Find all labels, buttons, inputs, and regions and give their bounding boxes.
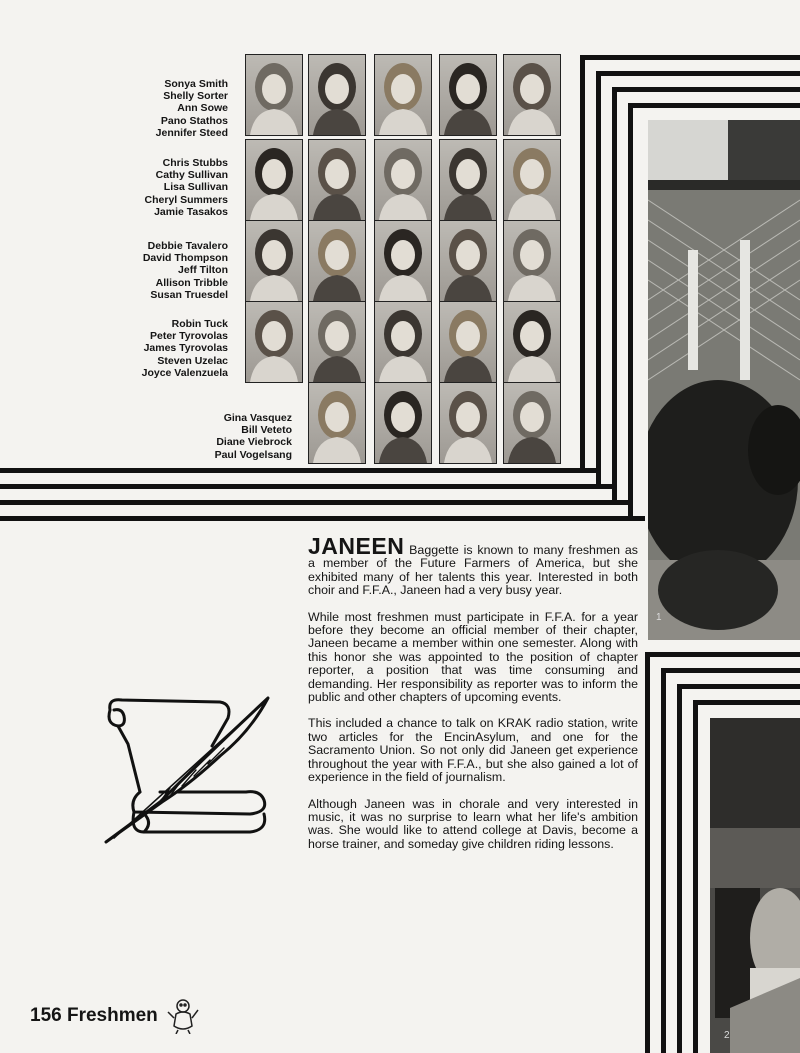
feature-story — [308, 533, 638, 864]
photo-credit-top: 1 — [656, 612, 662, 623]
classroom-photo — [710, 718, 800, 1053]
student-name: Jennifer Steed — [155, 126, 228, 139]
student-name: Sonya Smith — [164, 78, 228, 90]
name-list-row-5 — [215, 412, 292, 461]
student-portrait — [439, 220, 497, 302]
student-portrait — [245, 54, 303, 136]
student-portrait — [374, 54, 432, 136]
student-portrait — [439, 301, 497, 383]
student-name: Bill Veteto — [241, 424, 292, 437]
student-name: Joyce Valenzuela — [141, 366, 228, 379]
name-list-row-4 — [142, 318, 228, 379]
student-portrait — [308, 382, 366, 464]
student-portrait — [308, 220, 366, 302]
student-name: Debbie Tavalero — [147, 240, 228, 252]
student-name: Lisa Sullivan — [163, 181, 228, 194]
student-portrait — [308, 139, 366, 221]
student-portrait — [374, 220, 432, 302]
student-name: Cheryl Summers — [144, 193, 228, 206]
student-portrait — [374, 382, 432, 464]
student-name: Diane Viebrock — [216, 436, 292, 449]
name-list-row-3 — [143, 240, 228, 301]
student-name: Cathy Sullivan — [155, 169, 228, 182]
student-portrait — [374, 139, 432, 221]
student-name: Pano Stathos — [160, 114, 228, 127]
story-paragraph — [308, 533, 638, 598]
student-portrait — [245, 139, 303, 221]
mascot-icon — [166, 996, 200, 1034]
student-name: Allison Tribble — [155, 276, 228, 289]
student-name: Shelly Sorter — [163, 90, 228, 103]
student-name: David Thompson — [142, 252, 228, 265]
student-portrait — [245, 220, 303, 302]
story-paragraph: This included a chance to talk on KRAK radio station, write two articles for the EncinAsylum, and one for the Sacramento Union. So not only did Janeen get experience throughout the year with F.F.A., but she also gained a lot of experience in the field of journalism. — [308, 716, 638, 785]
student-name: Robin Tuck — [171, 318, 228, 330]
student-portrait — [503, 301, 561, 383]
story-paragraph: While most freshmen must participate in F.F.A. for a year before they become an official member of their chapter, Janeen became a member within one semester. Along with this honor she was appointed to the position of chapter reporter, a position that was time consuming and demanding. Her responsibility as reporter was to inform the public and other chapters of upcoming events. — [308, 609, 638, 705]
student-portrait — [439, 139, 497, 221]
student-portrait — [503, 54, 561, 136]
story-lead-name: JANEEN — [308, 533, 405, 559]
student-name: Steven Uzelac — [157, 354, 228, 367]
student-name: Paul Vogelsang — [214, 448, 292, 461]
student-name: Ann Sowe — [177, 102, 228, 115]
student-portrait — [503, 139, 561, 221]
student-portrait — [503, 382, 561, 464]
student-name: Chris Stubbs — [162, 157, 228, 169]
student-portrait — [374, 301, 432, 383]
student-name: Peter Tyrovolas — [149, 330, 228, 343]
student-portrait — [308, 54, 366, 136]
scroll-quill-illustration — [100, 692, 275, 852]
student-name: Jeff Tilton — [178, 264, 228, 277]
student-name: Gina Vasquez — [223, 412, 292, 424]
student-name: Jamie Tasakos — [154, 205, 228, 218]
student-portrait — [308, 301, 366, 383]
student-name: James Tyrovolas — [143, 342, 228, 355]
student-portrait — [245, 301, 303, 383]
student-portrait — [439, 382, 497, 464]
photo-credit-bottom: 2 — [724, 1030, 730, 1041]
page-footer-label: 156 Freshmen — [30, 1005, 158, 1026]
story-paragraph: Although Janeen was in chorale and very interested in music, it was no surprise to learn what her life's ambition was. She would like to attend college at Davis, become a horse trainer, and someday give children riding lessons. — [308, 796, 638, 851]
story-text: Baggette is known to many freshmen as a member of the Future Farmers of America, but she exhibited many of her talents this year. Interested in both choir and F.F.A., Janeen had a very busy year. — [308, 543, 638, 598]
name-list-row-1 — [156, 78, 228, 139]
student-portrait — [439, 54, 497, 136]
farm-animal-photo — [648, 120, 800, 640]
name-list-row-2 — [145, 157, 228, 218]
student-portrait — [503, 220, 561, 302]
student-name: Susan Truesdel — [150, 288, 228, 301]
